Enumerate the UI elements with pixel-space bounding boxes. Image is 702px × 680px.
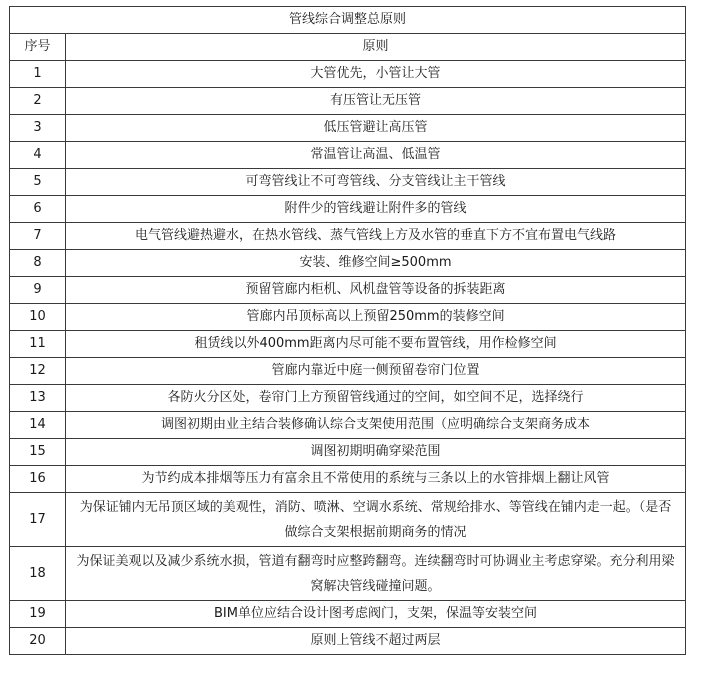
row-principle: 管廊内靠近中庭一侧预留卷帘门位置	[66, 358, 686, 385]
row-principle: 附件少的管线避让附件多的管线	[66, 196, 686, 223]
row-seq: 1	[10, 61, 66, 88]
header-seq: 序号	[10, 34, 66, 61]
table-row	[10, 196, 686, 223]
row-principle: 为保证美观以及减少系统水损，管道有翻弯时应整跨翻弯。连续翻弯时可协调业主考虑穿梁。充分利用梁窝解决管线碰撞问题。	[66, 547, 686, 601]
row-seq: 18	[10, 547, 66, 601]
table-row	[10, 277, 686, 304]
table-row	[10, 493, 686, 547]
row-principle: 可弯管线让不可弯管线、分支管线让主干管线	[66, 169, 686, 196]
row-seq: 13	[10, 385, 66, 412]
row-principle: 大管优先，小管让大管	[66, 61, 686, 88]
table-row	[10, 61, 686, 88]
table-row	[10, 385, 686, 412]
table-title: 管线综合调整总原则	[10, 7, 686, 34]
row-principle: 电气管线避热避水，在热水管线、蒸气管线上方及水管的垂直下方不宜布置电气线路	[66, 223, 686, 250]
title-row	[10, 7, 686, 34]
row-principle: 有压管让无压管	[66, 88, 686, 115]
table-row	[10, 547, 686, 601]
table-row	[10, 142, 686, 169]
principles-table	[9, 6, 686, 655]
table-row	[10, 304, 686, 331]
row-seq: 7	[10, 223, 66, 250]
row-principle: 低压管避让高压管	[66, 115, 686, 142]
row-principle: 调图初期由业主结合装修确认综合支架使用范围（应明确综合支架商务成本	[66, 412, 686, 439]
row-seq: 15	[10, 439, 66, 466]
header-row	[10, 34, 686, 61]
table-row	[10, 88, 686, 115]
row-seq: 10	[10, 304, 66, 331]
row-seq: 11	[10, 331, 66, 358]
row-principle: 管廊内吊顶标高以上预留250mm的装修空间	[66, 304, 686, 331]
row-principle: 租赁线以外400mm距离内尽可能不要布置管线，用作检修空间	[66, 331, 686, 358]
row-principle: 安装、维修空间≥500mm	[66, 250, 686, 277]
row-principle: 预留管廊内柜机、风机盘管等设备的拆装距离	[66, 277, 686, 304]
row-seq: 4	[10, 142, 66, 169]
row-principle: 为节约成本排烟等压力有富余且不常使用的系统与三条以上的水管排烟上翻让风管	[66, 466, 686, 493]
table-row	[10, 466, 686, 493]
table-row	[10, 331, 686, 358]
table-row	[10, 439, 686, 466]
row-principle: BIM单位应结合设计图考虑阀门，支架，保温等安装空间	[66, 601, 686, 628]
row-principle: 各防火分区处，卷帘门上方预留管线通过的空间，如空间不足，选择绕行	[66, 385, 686, 412]
row-seq: 19	[10, 601, 66, 628]
row-seq: 14	[10, 412, 66, 439]
row-seq: 6	[10, 196, 66, 223]
table-row	[10, 628, 686, 655]
row-seq: 20	[10, 628, 66, 655]
row-principle: 调图初期明确穿梁范围	[66, 439, 686, 466]
table-row	[10, 115, 686, 142]
row-seq: 5	[10, 169, 66, 196]
row-seq: 8	[10, 250, 66, 277]
row-principle: 为保证铺内无吊顶区域的美观性，消防、喷淋、空调水系统、常规给排水、等管线在铺内走一起。（是否做综合支架根据前期商务的情况	[66, 493, 686, 547]
row-seq: 17	[10, 493, 66, 547]
row-principle: 常温管让高温、低温管	[66, 142, 686, 169]
row-seq: 12	[10, 358, 66, 385]
table-row	[10, 358, 686, 385]
row-principle: 原则上管线不超过两层	[66, 628, 686, 655]
row-seq: 3	[10, 115, 66, 142]
row-seq: 2	[10, 88, 66, 115]
row-seq: 16	[10, 466, 66, 493]
table-row	[10, 223, 686, 250]
table-row	[10, 169, 686, 196]
principles-table-container	[9, 6, 685, 655]
table-row	[10, 412, 686, 439]
row-seq: 9	[10, 277, 66, 304]
header-principle: 原则	[66, 34, 686, 61]
table-row	[10, 250, 686, 277]
table-row	[10, 601, 686, 628]
